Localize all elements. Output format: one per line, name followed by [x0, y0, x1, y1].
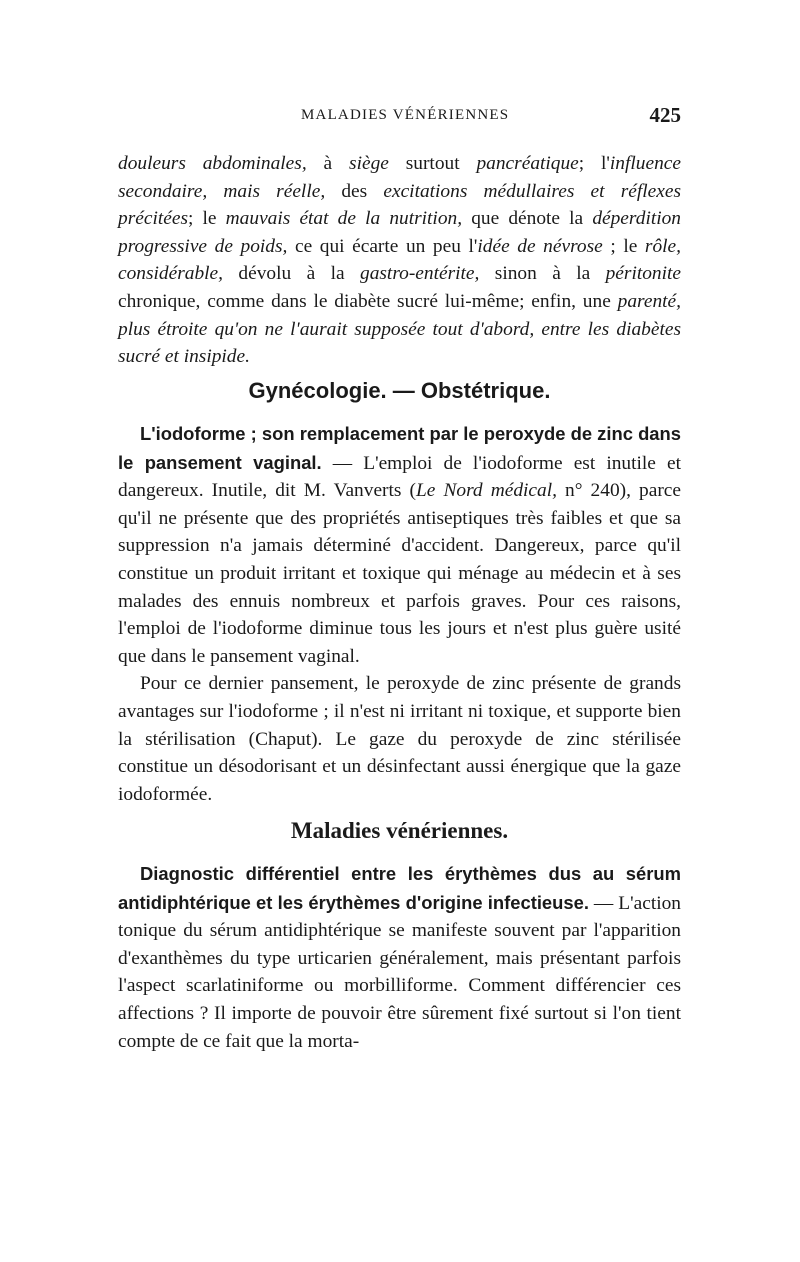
- article-title: Diagnostic différentiel entre les érythèmes dus au sérum antidiphtérique et les érythèmes d'origine infectieuse.: [118, 863, 681, 913]
- text-span: péritonite: [605, 263, 681, 285]
- journal-citation: Le Nord médical,: [416, 480, 557, 502]
- text-span: ; le: [188, 208, 226, 230]
- text-span: idée de névrose: [477, 235, 603, 257]
- article-iodoforme: [118, 420, 681, 808]
- text-span: excitations médullaires et réflexes précitées: [118, 180, 681, 230]
- text-span: siège: [349, 153, 389, 174]
- text-span: que dénote la: [462, 208, 593, 230]
- article-paragraph-2: Pour ce dernier pansement, le peroxyde de zinc présente de grands avantages sur l'iodoforme ; il n'est ni irritant ni toxique, et supporte bien la stérilisation (Chaput). Le gaze du peroxyde de zinc stérilisée constitue un désodorisant et un désinfectant aussi énergique que la gaze iodoformée.: [118, 673, 681, 805]
- text-span: rôle, considérable,: [118, 235, 681, 285]
- text-span: parenté, plus étroite qu'on ne l'aurait supposée tout d'abord, entre les diabètes sucré et insipide.: [118, 290, 681, 368]
- article-body: — L'action tonique du sérum antidiphtérique se manifeste souvent par l'apparition d'exanthèmes du type urticarien généralement, mais présentant parfois l'aspect scarlatiniforme ou morbilliforme. Comment différencier ces affections ? Il importe de pouvoir être sûrement fixé surtout si l'on tient compte de ce fait que la morta-: [118, 892, 681, 1052]
- text-span: influence secondaire, mais réelle,: [118, 153, 681, 202]
- text-span: mauvais état de la nutrition,: [225, 208, 463, 230]
- text-span: ; le: [602, 235, 645, 257]
- text-span: des: [325, 180, 384, 202]
- text-span: ce qui écarte un peu l': [287, 235, 478, 257]
- article-title: L'iodoforme ; son remplacement par le peroxyde de zinc dans le pansement vaginal.: [118, 423, 681, 473]
- text-span: surtout: [388, 153, 477, 174]
- text-span: ; l': [578, 153, 610, 174]
- text-span: chronique, comme dans le diabète sucré lui-même; enfin, une: [118, 290, 618, 312]
- running-title: MALADIES VÉNÉRIENNES: [301, 107, 510, 123]
- article-erythemes: [118, 860, 681, 1055]
- article-body: n° 240), parce qu'il ne présente que des propriétés antiseptiques très faibles et que sa suppression n'a jamais déterminé d'accident. Dangereux, parce qu'il constitue un produit irritant et toxique qui ménage au médecin et à ses malades des ennuis nombreux et parfois graves. Pour ces raisons, l'emploi de l'iodoforme diminue tous les jours et n'est plus guère usité que dans le pansement vaginal.: [118, 480, 681, 667]
- text-span: pancréatique: [476, 153, 579, 174]
- continuation-paragraph: [118, 150, 681, 371]
- running-head: [118, 103, 681, 133]
- text-span: gastro-entérite,: [360, 263, 480, 285]
- section-heading-gynecologie: Gynécologie. — Obstétrique.: [248, 378, 551, 403]
- text-span: dévolu à la: [223, 263, 360, 285]
- text-span: douleurs abdominales,: [118, 153, 307, 174]
- section-heading-maladies: Maladies vénériennes.: [290, 818, 509, 843]
- article-lead: — L'emploi de l'iodoforme est inutile et dangereux. Inutile, dit M. Vanverts (: [118, 452, 681, 502]
- page-number: 425: [649, 103, 681, 127]
- text-span: à: [306, 153, 350, 174]
- text-span: déperdition progressive de poids,: [118, 208, 681, 257]
- text-span: sinon à la: [479, 263, 606, 285]
